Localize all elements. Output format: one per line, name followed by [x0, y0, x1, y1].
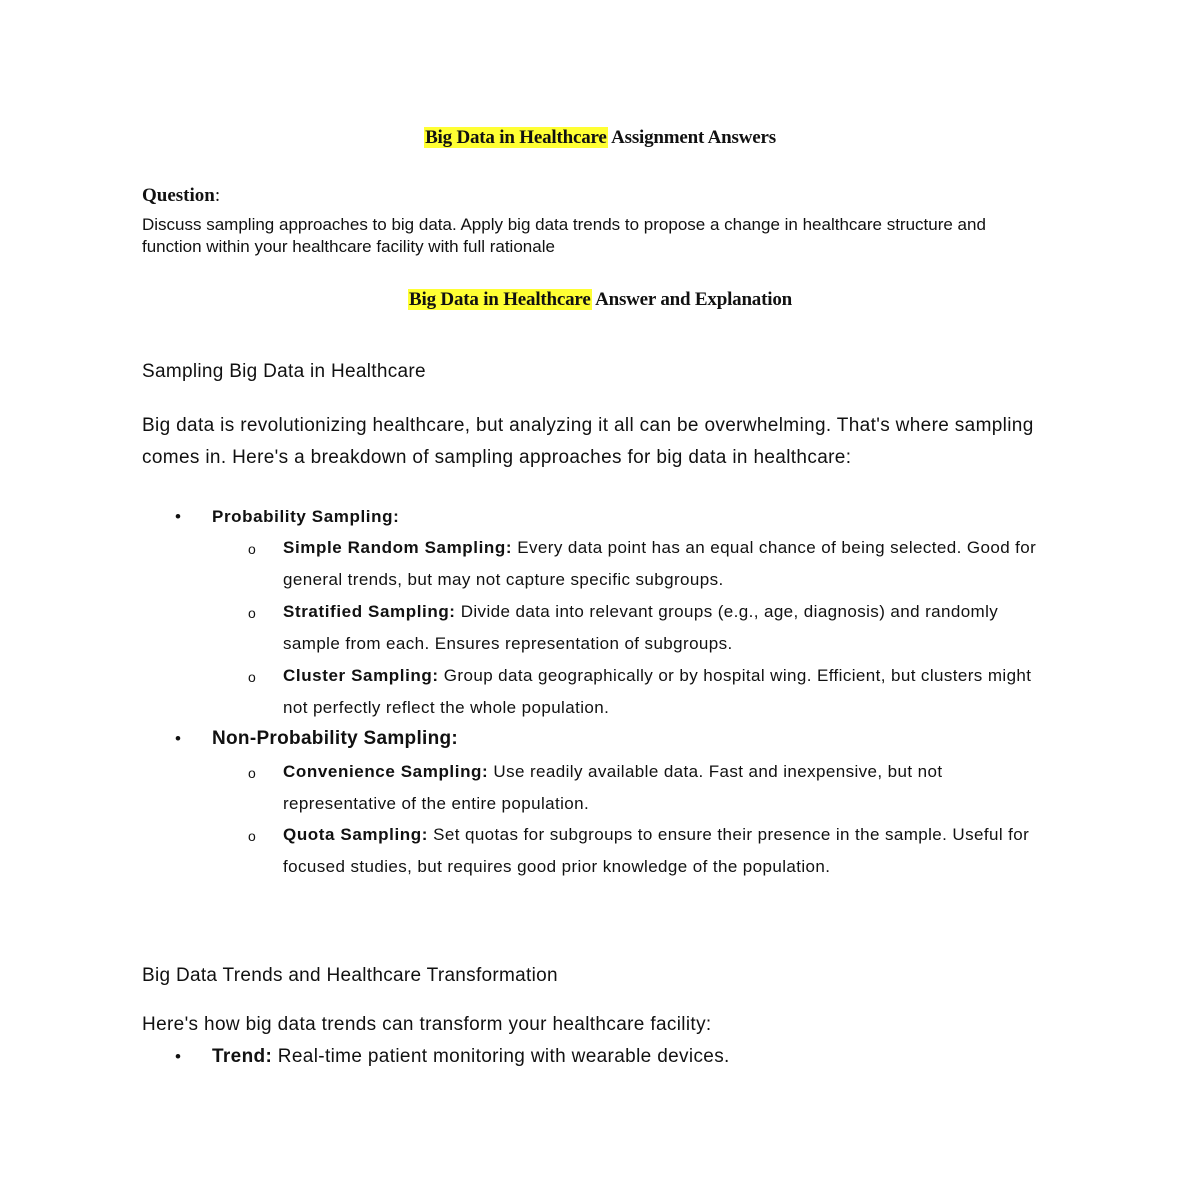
intro-paragraph: Big data is revolutionizing healthcare, but analyzing it all can be overwhelming. That's where sampling comes in. Here's a breakdown of sampling approaches for big data in healthcare: — [142, 415, 1034, 468]
sub-bullet-glyph: o — [248, 541, 256, 557]
bullet-glyph: • — [175, 507, 181, 526]
document-title — [0, 127, 1200, 149]
question-label-colon: : — [214, 185, 221, 206]
trend-term: Trend: — [212, 1046, 273, 1067]
simple-random-term: Simple Random Sampling: — [283, 538, 513, 557]
stratified-term: Stratified Sampling: — [283, 602, 456, 621]
bullet-glyph: • — [175, 729, 181, 748]
bullet-glyph: • — [175, 1047, 181, 1066]
trend-text — [212, 1046, 730, 1068]
trends-intro: Here's how big data trends can transform your healthcare facility: — [142, 1014, 712, 1035]
sub-bullet-glyph: o — [248, 605, 256, 621]
answer-title-highlight: Big Data in Healthcare — [409, 289, 591, 310]
cluster-term: Cluster Sampling: — [283, 666, 439, 685]
stratified-desc: Divide data into relevant groups (e.g., age, diagnosis) and randomly sample from each. Ensures representation of subgroups. — [283, 602, 999, 653]
answer-title — [0, 289, 1200, 311]
section-heading-sampling: Sampling Big Data in Healthcare — [142, 361, 426, 382]
quota-text — [283, 819, 1053, 883]
question-label — [142, 185, 220, 207]
question-text: Discuss sampling approaches to big data. Apply big data trends to propose a change in healthcare structure and function within your healthcare facility with full rationale — [142, 215, 986, 256]
convenience-text — [283, 756, 1053, 820]
convenience-desc: Use readily available data. Fast and inexpensive, but not representative of the entire population. — [283, 762, 943, 813]
probability-label: Probability Sampling: — [212, 507, 400, 526]
non-probability-label: Non-Probability Sampling: — [212, 728, 459, 749]
title-rest: Assignment Answers — [607, 127, 776, 148]
quota-desc: Set quotas for subgroups to ensure their presence in the sample. Useful for focused studies, but requires good prior knowledge of the population. — [283, 825, 1030, 876]
sub-bullet-glyph: o — [248, 765, 256, 781]
cluster-desc: Group data geographically or by hospital wing. Efficient, but clusters might not perfectly reflect the whole population. — [283, 666, 1032, 717]
simple-random-desc: Every data point has an equal chance of being selected. Good for general trends, but may not capture specific subgroups. — [283, 538, 1037, 589]
simple-random-text — [283, 532, 1053, 596]
answer-title-rest: Answer and Explanation — [591, 289, 792, 310]
convenience-term: Convenience Sampling: — [283, 762, 489, 781]
sub-bullet-glyph: o — [248, 828, 256, 844]
stratified-text — [283, 596, 1053, 660]
quota-term: Quota Sampling: — [283, 825, 428, 844]
title-highlight: Big Data in Healthcare — [425, 127, 607, 148]
question-label-text: Question — [142, 185, 215, 206]
section-heading-trends: Big Data Trends and Healthcare Transformation — [142, 965, 558, 986]
cluster-text — [283, 660, 1053, 724]
trend-desc: Real-time patient monitoring with wearable devices. — [272, 1046, 730, 1067]
sub-bullet-glyph: o — [248, 669, 256, 685]
